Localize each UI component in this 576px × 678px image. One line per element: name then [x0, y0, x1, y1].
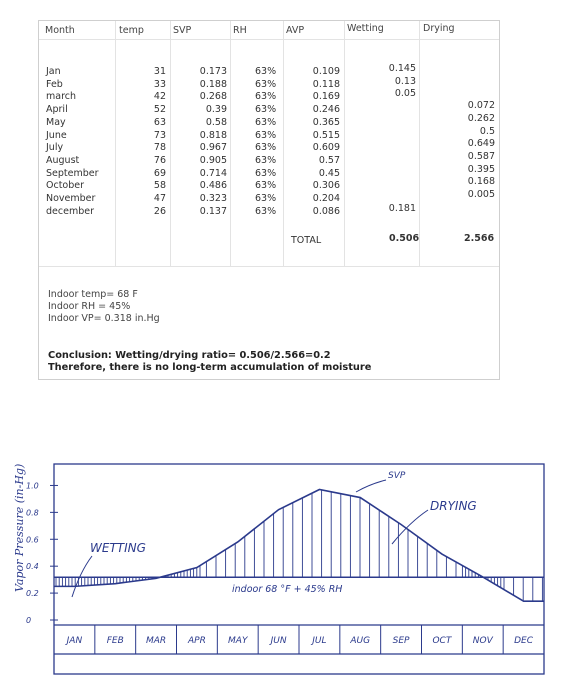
month-cell: April	[46, 104, 68, 116]
svp-cell: 0.818	[199, 129, 227, 141]
rh-column	[255, 66, 285, 218]
indoor-conditions	[48, 289, 160, 325]
avp-cell: 0.57	[318, 154, 340, 166]
temp-cell: 76	[153, 154, 166, 166]
conclusion-ratio: Conclusion: Wetting/drying ratio= 0.506/2.566=0.2	[48, 350, 331, 361]
avp-cell: 0.306	[312, 180, 340, 192]
temp-cell: 42	[153, 91, 166, 103]
temp-cell: 52	[153, 104, 166, 116]
temp-cell: 33	[153, 78, 166, 90]
rh-cell: 63%	[255, 91, 277, 103]
wetting-cell	[344, 101, 416, 114]
month-label: MAR	[145, 636, 167, 646]
indoor-temp: Indoor temp= 68 F	[48, 289, 138, 300]
month-cell: Jan	[46, 66, 61, 77]
rh-cell: 63%	[255, 142, 277, 154]
svp-cell: 0.188	[199, 78, 227, 90]
drying-cell	[419, 87, 495, 100]
total-drying: 2.566	[464, 233, 495, 244]
wetting-cell: 0.05	[394, 88, 416, 100]
rh-cell: 63%	[255, 180, 277, 192]
svp-cell: 0.58	[205, 116, 227, 128]
wetting-annotation: WETTING	[90, 541, 146, 555]
avp-cell: 0.109	[312, 66, 340, 77]
rh-cell: 63%	[255, 205, 277, 217]
drying-column	[419, 62, 495, 214]
temp-cell: 73	[153, 129, 166, 141]
wetting-cell	[344, 152, 416, 165]
month-cell: October	[46, 180, 85, 192]
svp-annotation: SVP	[388, 471, 406, 481]
wetting-column	[344, 63, 416, 215]
drying-cell: 0.005	[467, 189, 495, 201]
y-tick-label: 0.2	[26, 589, 39, 599]
y-axis-label: Vapor Pressure (in-Hg)	[13, 463, 26, 592]
month-label: DEC	[514, 636, 534, 646]
drying-cell: 0.168	[467, 176, 495, 188]
svp-cell: 0.905	[199, 154, 227, 166]
indoor-vp: Indoor VP= 0.318 in.Hg	[48, 313, 160, 324]
rh-cell: 63%	[255, 154, 277, 166]
temp-cell: 78	[153, 142, 166, 154]
month-label: SEP	[392, 636, 410, 646]
wetting-cell: 0.145	[388, 63, 416, 74]
wetting-cell	[344, 165, 416, 178]
drying-cell: 0.587	[467, 150, 495, 162]
rh-cell: 63%	[255, 116, 277, 128]
svp-arrow	[356, 480, 386, 492]
month-label: OCT	[432, 636, 452, 646]
month-label: MAY	[228, 636, 248, 646]
wetting-cell	[344, 139, 416, 152]
header-wetting: Wetting	[347, 23, 384, 34]
month-cell: July	[46, 142, 64, 154]
month-cell: June	[46, 129, 67, 141]
header-drying: Drying	[423, 23, 455, 34]
svp-cell: 0.268	[199, 91, 227, 103]
rh-cell: 63%	[255, 193, 277, 205]
rh-cell: 63%	[255, 78, 277, 90]
total-label: TOTAL	[291, 235, 322, 246]
header-rule	[39, 39, 499, 40]
header-month: Month	[45, 25, 75, 36]
conclusion-summary: Therefore, there is no long-term accumulation of moisture	[48, 362, 372, 373]
drying-annotation: DRYING	[430, 499, 477, 513]
rh-cell: 63%	[255, 66, 277, 77]
month-cell: September	[46, 167, 99, 179]
temp-column	[115, 66, 166, 218]
temp-cell: 47	[153, 193, 166, 205]
conclusion	[48, 350, 371, 374]
avp-cell: 0.118	[312, 78, 340, 90]
avp-cell: 0.45	[318, 167, 340, 179]
y-tick-label: 0.4	[26, 562, 39, 572]
month-cell: Feb	[46, 78, 63, 90]
avp-column	[283, 66, 340, 218]
rh-cell: 63%	[255, 104, 277, 116]
indoor-annotation: indoor 68 °F + 45% RH	[232, 584, 343, 595]
total-wetting: 0.506	[389, 233, 420, 244]
vapor-pressure-sketch	[0, 432, 576, 678]
month-label: APR	[187, 636, 206, 646]
temp-cell: 63	[153, 116, 166, 128]
drying-cell	[419, 75, 495, 88]
month-label: AUG	[350, 636, 371, 646]
rh-cell: 63%	[255, 167, 277, 179]
month-label: FEB	[106, 636, 124, 646]
header-temp: temp	[119, 25, 144, 36]
drying-arrow	[392, 510, 428, 544]
drying-cell	[419, 202, 495, 215]
y-tick-label: 0.6	[26, 535, 39, 545]
wetting-cell	[344, 177, 416, 190]
wetting-cell	[344, 190, 416, 203]
temp-cell: 69	[153, 167, 166, 179]
month-cell: August	[46, 154, 80, 166]
drying-cell	[419, 62, 495, 75]
svp-cell: 0.173	[199, 66, 227, 77]
table-rule	[39, 266, 499, 267]
avp-cell: 0.086	[312, 205, 340, 217]
temp-cell: 26	[153, 205, 166, 217]
temp-cell: 31	[153, 66, 166, 77]
svp-cell: 0.137	[199, 205, 227, 217]
wetting-cell	[344, 127, 416, 140]
avp-cell: 0.169	[312, 91, 340, 103]
avp-cell: 0.365	[312, 116, 340, 128]
drying-cell: 0.072	[467, 100, 495, 112]
temp-cell: 58	[153, 180, 166, 192]
svp-cell: 0.39	[205, 104, 227, 116]
drying-cell: 0.649	[467, 138, 495, 150]
header-svp: SVP	[173, 25, 192, 36]
month-cell: december	[46, 205, 94, 217]
month-labels	[65, 625, 534, 654]
header-rh: RH	[233, 25, 247, 36]
header-avp: AVP	[286, 25, 305, 36]
month-label: JAN	[66, 636, 83, 646]
month-cell: march	[46, 91, 77, 103]
month-column	[46, 66, 116, 218]
y-tick-label: 1.0	[26, 481, 39, 491]
month-label: JUN	[270, 636, 287, 646]
svp-column	[170, 66, 227, 218]
y-tick-label: 0.8	[26, 508, 39, 518]
wetting-cell: 0.13	[394, 75, 416, 87]
svp-cell: 0.967	[199, 142, 227, 154]
svp-cell: 0.486	[199, 180, 227, 192]
month-label: NOV	[472, 636, 493, 646]
avp-cell: 0.609	[312, 142, 340, 154]
indoor-rh: Indoor RH = 45%	[48, 301, 131, 312]
grid-line	[230, 21, 231, 266]
drying-cell: 0.262	[467, 112, 495, 124]
y-ticks	[26, 481, 58, 625]
month-cell: May	[46, 116, 66, 128]
svp-cell: 0.323	[199, 193, 227, 205]
month-cell: November	[46, 193, 96, 205]
avp-cell: 0.204	[312, 193, 340, 205]
svp-cell: 0.714	[199, 167, 227, 179]
avp-cell: 0.515	[312, 129, 340, 141]
wetting-cell	[344, 114, 416, 127]
wetting-cell: 0.181	[388, 202, 416, 214]
drying-cell: 0.395	[467, 163, 495, 175]
y-tick-label: 0	[26, 616, 32, 625]
rh-cell: 63%	[255, 129, 277, 141]
drying-cell: 0.5	[479, 125, 495, 137]
avp-cell: 0.246	[312, 104, 340, 116]
month-label: JUL	[312, 636, 327, 646]
data-sheet	[38, 20, 500, 380]
